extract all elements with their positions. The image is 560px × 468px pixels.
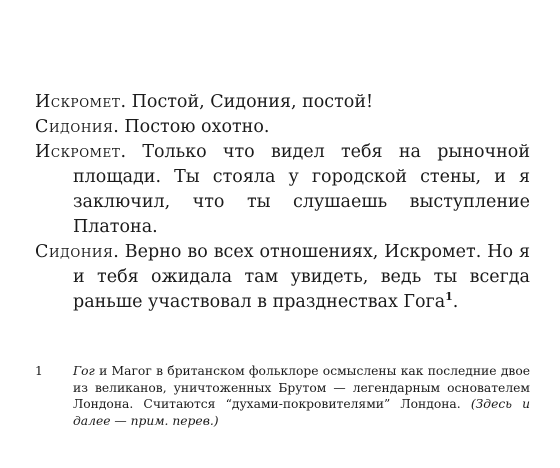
dialogue-text: Только что видел тебя на рыночной площади. Ты стояла у городской стены, и я заключил, что ты слушаешь выступление Платона. [73,142,530,237]
dialogue-text: Верно во всех отношениях, Искромет. Но я и тебя ожидала там увидеть, ведь ты всегда раньше участвовал в празднествах Гога [73,242,530,312]
dialogue-line: Сидония. Постою охотно. [35,117,270,137]
speaker-name: Сидония [35,117,114,137]
dialogue-text-end: . [452,292,459,312]
footnote-text: и Магог в британском фольклоре осмыслены как последние двое из великанов, уничтоженных Брутом — легендарным основателем Лондона. Считаются “духами-покровителями” Лондона. [73,364,530,411]
dialogue-line: Искромет. Постой, Сидония, постой! [35,92,374,112]
dialogue-text: Постою охотно. [124,117,270,137]
footnote-number: 1 [35,364,43,378]
dialogue-text: Постой, Сидония, постой! [131,92,374,112]
footnote-term: Гог [73,364,95,378]
page-body [35,90,530,315]
speaker-name: Сидония [35,242,114,262]
footnote [35,363,530,429]
dialogue [35,90,530,315]
footnote-reference[interactable]: 1 [445,290,453,304]
footnote-body [73,363,530,429]
dialogue-line: Сидония. Верно во всех отношениях, Искромет. Но я и тебя ожидала там увидеть, ведь ты всегда раньше участвовал в празднествах Гога$^1$. [35,242,530,312]
speaker-name: Искромет [35,92,121,112]
translator-note: (Здесь и далее — прим. перев.) [73,397,530,428]
speaker-name: Искромет [35,142,121,162]
dialogue-line: Искромет. Только что видел тебя на рыночной площади. Ты стояла у городской стены, и я заключил, что ты слушаешь выступление Платона. [35,142,530,237]
